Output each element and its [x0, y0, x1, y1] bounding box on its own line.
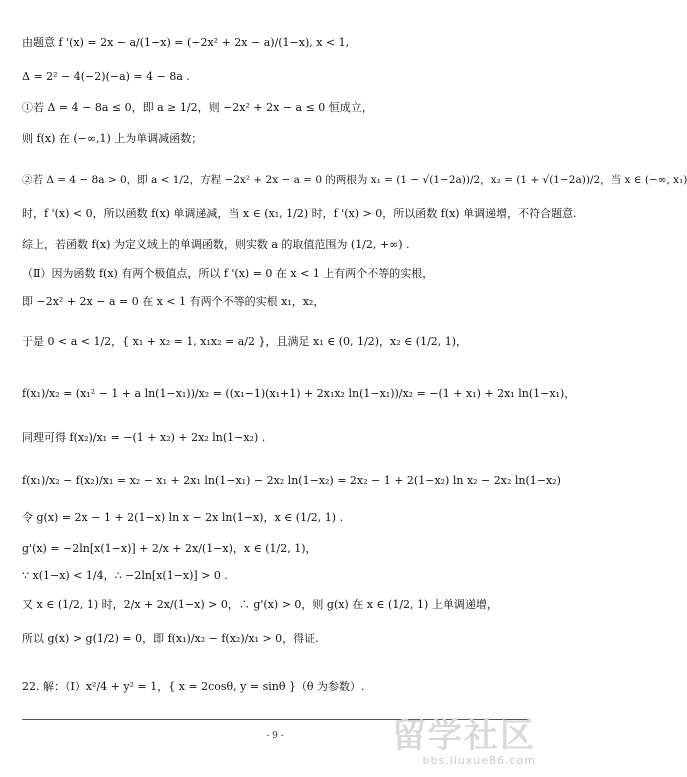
site-watermark	[386, 716, 536, 776]
text-line: ∵ x(1−x) < 1/4，∴ −2ln[x(1−x)] > 0 .	[22, 569, 228, 582]
text-line: 综上，若函数 f(x) 为定义域上的单调函数，则实数 a 的取值范围为 (1/2, +∞) .	[22, 238, 410, 251]
text-line: f(x₁)/x₂ = (x₁² − 1 + a ln(1−x₁))/x₂ = ((x₁−1)(x₁+1) + 2x₁x₂ ln(1−x₁))/x₂ = −(1 + x₁) + 2x₁ ln(1−x₁)，	[22, 387, 576, 400]
text-line: Δ = 2² − 4(−2)(−a) = 4 − 8a .	[22, 70, 190, 83]
text-line: f(x₁)/x₂ − f(x₂)/x₁ = x₂ − x₁ + 2x₁ ln(1−x₁) − 2x₂ ln(1−x₂) = 2x₂ − 1 + 2(1−x₂) ln x₂ − 2x₂ ln(1−x₂)	[22, 474, 561, 487]
text-line: 所以 g(x) > g(1/2) = 0，即 f(x₁)/x₂ − f(x₂)/x₁ > 0，得证.	[22, 632, 319, 645]
text-line: ①若 Δ = 4 − 8a ≤ 0，即 a ≥ 1/2，则 −2x² + 2x − a ≤ 0 恒成立，	[22, 101, 373, 114]
text-line: （Ⅱ）因为函数 f(x) 有两个极值点，所以 f '(x) = 0 在 x < 1 上有两个不等的实根，	[22, 267, 434, 280]
text-line: 令 g(x) = 2x − 1 + 2(1−x) ln x − 2x ln(1−x)，x ∈ (1/2, 1) .	[22, 511, 344, 524]
text-line: 即 −2x² + 2x − a = 0 在 x < 1 有两个不等的实根 x₁，x₂，	[22, 295, 325, 308]
text-line: ②若 Δ = 4 − 8a > 0，即 a < 1/2，方程 −2x² + 2x − a = 0 的两根为 x₁ = (1 − √(1−2a))/2，x₂ = (1 + √(1−2a))/2，当 x ∈ (−∞, x₁)	[22, 174, 687, 186]
text-line: 时，f '(x) < 0，所以函数 f(x) 单调递减，当 x ∈ (x₁, 1/2) 时，f '(x) > 0，所以函数 f(x) 单调递增，不符合题意.	[22, 207, 577, 220]
text-line: 于是 0 < a < 1/2，{ x₁ + x₂ = 1, x₁x₂ = a/2 }，且满足 x₁ ∈ (0, 1/2)，x₂ ∈ (1/2, 1)，	[22, 335, 468, 348]
text-line: g'(x) = −2ln[x(1−x)] + 2/x + 2x/(1−x)，x ∈ (1/2, 1)，	[22, 542, 317, 555]
page-number: - 9 -	[266, 731, 284, 741]
text-line: 22. 解：（Ⅰ）x²/4 + y² = 1，{ x = 2cosθ, y = sinθ }（θ 为参数）.	[22, 680, 365, 693]
text-line: 同理可得 f(x₂)/x₁ = −(1 + x₂) + 2x₂ ln(1−x₂) .	[22, 431, 266, 444]
watermark-url: bbs.liuxue86.com	[422, 754, 536, 767]
text-line: 又 x ∈ (1/2, 1) 时，2/x + 2x/(1−x) > 0，∴ g'(x) > 0，则 g(x) 在 x ∈ (1/2, 1) 上单调递增，	[22, 598, 498, 611]
text-line: 则 f(x) 在 (−∞,1) 上为单调减函数；	[22, 132, 203, 145]
text-line: 由题意 f '(x) = 2x − a/(1−x) = (−2x² + 2x − a)/(1−x), x < 1,	[22, 36, 350, 49]
watermark-logo-text: 留学社区	[392, 716, 536, 756]
